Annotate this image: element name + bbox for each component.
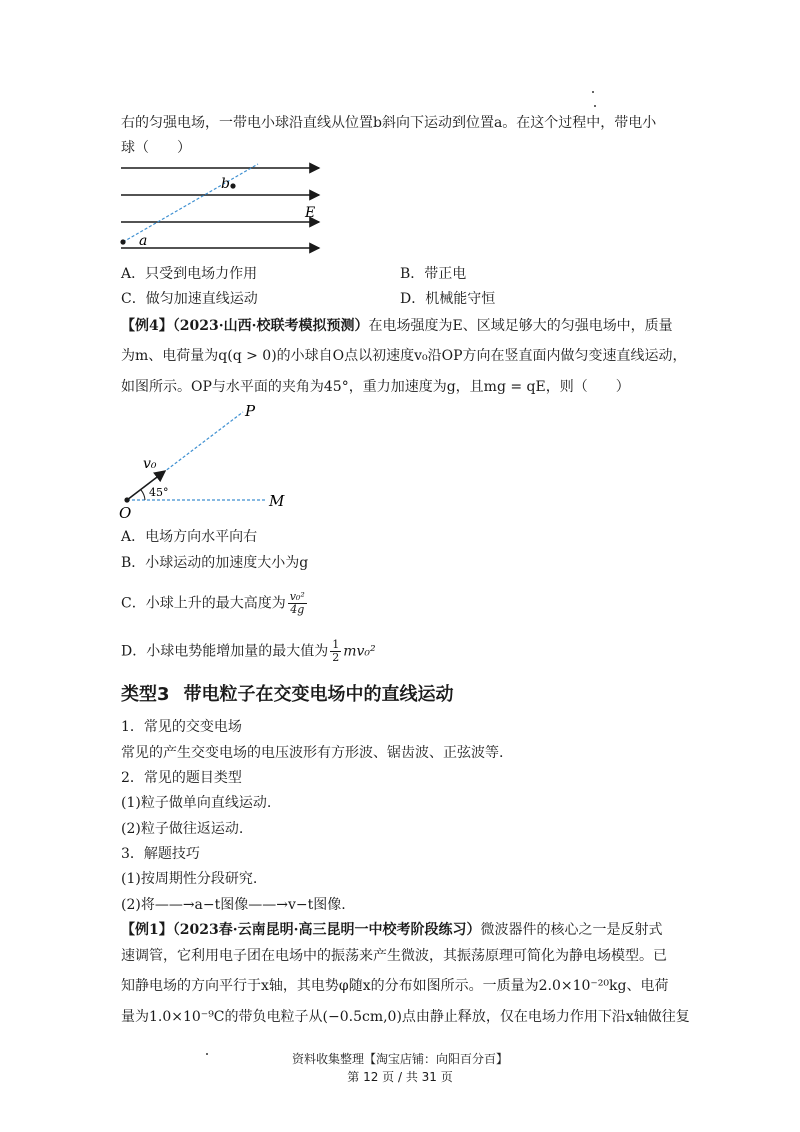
option-C-text: C．小球上升的最大高度为 [121, 595, 286, 612]
option-A: A．只受到电场力作用 [121, 266, 258, 282]
angle-arc [141, 490, 145, 500]
page-number: 第 12 页 / 共 31 页 [347, 1070, 453, 1084]
section-type: 类型3 [121, 684, 170, 705]
fraction [288, 591, 307, 616]
label-E: E [305, 205, 316, 221]
body-line: 1．常见的交变电场 [121, 719, 242, 735]
label-M: M [269, 492, 285, 510]
fraction-denominator: 4g [290, 603, 305, 616]
question-text-line: 为m、电荷量为q(q > 0)的小球自O点以初速度v₀沿OP方向在竖直面内做匀变速直线运动， [121, 348, 687, 364]
question-text-line: 量为1.0×10⁻⁹C的带负电粒子从(−0.5cm,0)点由静止释放，仅在电场力作用下沿x轴做往复 [121, 1009, 690, 1025]
option-B: B．小球运动的加速度大小为g [121, 555, 309, 571]
question-text-line [121, 920, 662, 940]
question-text-line: 右的匀强电场，一带电小球沿直线从位置b斜向下运动到位置a。在这个过程中，带电小 [121, 115, 657, 131]
motion-path [123, 164, 258, 242]
example-tag: 【例1】（2023春·云南昆明·高三昆明一中校考阶段练习） [121, 922, 481, 938]
footer-source: 资料收集整理【淘宝店铺：向阳百分百】 [291, 1052, 508, 1066]
electric-field-diagram [115, 160, 325, 255]
example-text: 微波器件的核心之一是反射式 [480, 922, 663, 938]
body-line: (2)将——→a−t图像——→v−t图像. [121, 897, 346, 913]
question-text-line: 速调管，它利用电子团在电场中的振荡来产生微波，其振荡原理可简化为静电场模型。已 [121, 948, 667, 964]
option-B: B．带正电 [400, 266, 467, 282]
label-v0: v₀ [143, 456, 157, 472]
question-text-line: 知静电场的方向平行于x轴，其电势φ随x的分布如图所示。一质量为2.0×10⁻²⁰kg、电荷 [121, 978, 669, 994]
option-A: A．电场方向水平向右 [121, 529, 258, 545]
point-a [120, 239, 125, 244]
projectile-diagram [115, 402, 305, 520]
label-angle: 45° [149, 486, 169, 499]
option-C: C．做匀加速直线运动 [121, 291, 258, 307]
option-C [121, 591, 309, 616]
fraction [330, 639, 341, 664]
section-heading [121, 680, 454, 706]
body-line: 2．常见的题目类型 [121, 770, 242, 786]
formula-tail: mv₀² [343, 643, 376, 660]
label-P: P [245, 402, 256, 420]
question-text-line [121, 316, 673, 336]
point-O [124, 497, 129, 502]
label-a: a [139, 233, 148, 249]
label-O: O [119, 504, 132, 520]
body-line: 常见的产生交变电场的电压波形有方形波、锯齿波、正弦波等. [121, 745, 504, 761]
body-line: 3．解题技巧 [121, 846, 200, 862]
body-line: (1)按周期性分段研究. [121, 871, 258, 887]
option-D: D．机械能守恒 [400, 291, 496, 307]
question-text-line: 球（ ） [121, 140, 191, 156]
fraction-denominator: 2 [332, 651, 340, 664]
question-text-line: 如图所示。OP与水平面的夹角为45°，重力加速度为g，且mg = qE，则（ ） [121, 379, 630, 395]
body-line: (1)粒子做单向直线运动. [121, 795, 272, 811]
example-text: 在电场强度为E、区域足够大的匀强电场中，质量 [368, 318, 673, 334]
label-b: b [221, 176, 230, 192]
example-tag: 【例4】（2023·山西·校联考模拟预测） [121, 318, 369, 334]
section-title: 带电粒子在交变电场中的直线运动 [183, 684, 454, 705]
fraction-numerator: 1 [332, 638, 340, 651]
option-D-text: D．小球电势能增加量的最大值为 [121, 643, 329, 660]
option-D [121, 639, 376, 664]
point-b [230, 183, 235, 188]
body-line: (2)粒子做往返运动. [121, 821, 244, 837]
scan-speck [592, 91, 594, 93]
fraction-numerator: v₀² [289, 590, 305, 603]
scan-speck [594, 105, 596, 107]
